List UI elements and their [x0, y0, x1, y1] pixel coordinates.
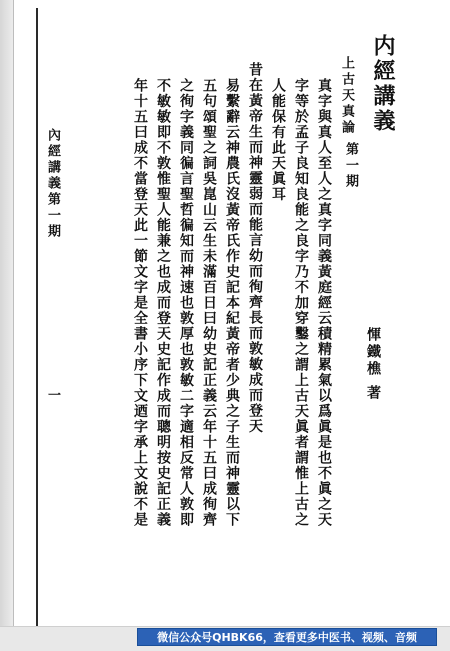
section-heading: 上古天真論	[339, 56, 354, 136]
text-column-4: 昔在黃帝生而神靈弱而能言幼而徇齊長而敦敏成而登天	[247, 62, 263, 434]
watermark-banner: 微信公众号QHBK66，查看更多中医书、视频、音频	[137, 628, 437, 646]
document-page	[14, 0, 450, 626]
page-number: 一	[45, 388, 60, 404]
text-column-2: 字等於孟子良知良能之良字乃不加穿鑿之謂上古天眞者謂惟上古之	[293, 78, 309, 528]
text-column-1: 真字與真人至人之真字同義黃庭經云積精累氣以爲眞是也不眞之天	[316, 78, 332, 528]
issue-label: 第一期	[343, 142, 358, 190]
text-column-3: 人能保有此天眞耳	[270, 78, 286, 202]
text-column-7: 之徇字義同徧言聖哲徧知而神速也敦厚也敦敏二字適相反常人敦即	[178, 78, 194, 528]
author-note: 著	[365, 385, 381, 402]
viewer-left-border	[0, 0, 14, 650]
page-binding-edge	[36, 8, 38, 626]
author-name: 惲鐵樵	[365, 327, 381, 378]
document-title: 内經講義	[370, 34, 396, 134]
text-column-6: 五句頌聖之詞吳崑山云生未滿百日曰幼史記正義云年十五曰成徇齊	[201, 78, 217, 528]
text-column-5: 易繫辭云神農氏沒黃帝氏作史記本紀黃帝者少典之子生而神靈以下	[224, 78, 240, 528]
margin-label: 內經講義第一期	[45, 128, 60, 240]
text-column-8: 不敏敏即不敦惟聖人能兼之也成而登天史記作成而聰明按史記正義	[155, 78, 171, 528]
text-column-9: 年十五曰成不當登天此一節文字是全書小序下文迺字承上文說不是	[132, 78, 148, 528]
